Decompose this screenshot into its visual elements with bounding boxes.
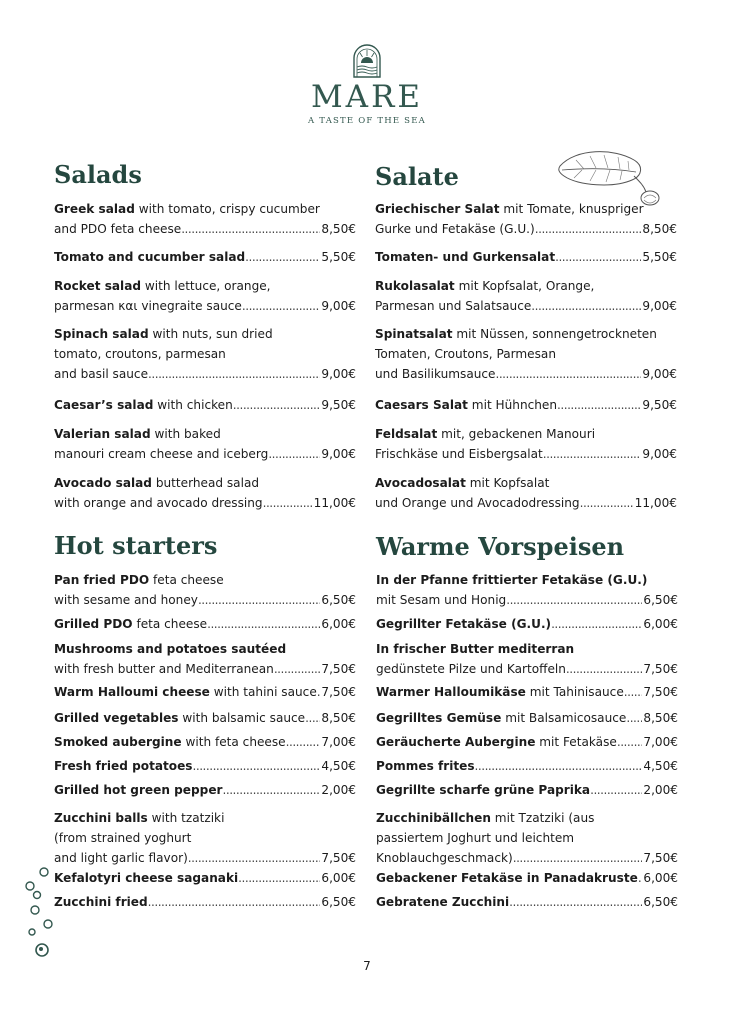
dot-leader xyxy=(506,590,642,610)
menu-item-description: feta cheese xyxy=(136,617,208,631)
menu-item-price: 7,50€ xyxy=(643,662,678,676)
menu-item-price: 6,00€ xyxy=(643,617,678,631)
menu-item-name: Gegrillte scharfe grüne Paprika xyxy=(376,783,591,797)
dot-leader xyxy=(233,395,321,415)
menu-item-title xyxy=(54,708,305,728)
menu-item-title xyxy=(375,476,549,490)
dot-leader xyxy=(181,219,320,239)
menu-item-name: Zucchinibällchen xyxy=(376,811,491,825)
menu-item-price: 9,00€ xyxy=(321,447,356,461)
menu-item-description-line: Parmesan und Salatsauce xyxy=(375,299,532,313)
section-title-warme-vorspeisen: Warme Vorspeisen xyxy=(376,532,625,561)
menu-item-title xyxy=(376,756,475,776)
menu-item-price: 9,00€ xyxy=(321,299,356,313)
menu-item-first-line xyxy=(376,570,678,590)
dot-leader xyxy=(188,848,321,868)
menu-item-description-line: and light garlic flavor) xyxy=(54,851,188,865)
menu-item-price: 6,00€ xyxy=(321,617,356,631)
menu-item-first-line xyxy=(375,276,677,296)
menu-item-name: Griechischer Salat xyxy=(375,202,500,216)
menu-item xyxy=(54,395,356,415)
dot-leader xyxy=(590,780,642,800)
menu-item-description: with tahini sauce xyxy=(213,685,317,699)
menu-item-last-line xyxy=(375,364,677,384)
menu-item-first-line xyxy=(54,892,356,912)
dot-leader xyxy=(509,892,642,912)
menu-item xyxy=(375,395,677,415)
menu-item-name: In frischer Butter mediterran xyxy=(376,642,575,656)
menu-item-title xyxy=(54,573,224,587)
menu-item-title xyxy=(375,279,594,293)
menu-item-price: 9,00€ xyxy=(642,447,677,461)
menu-item-first-line xyxy=(54,395,356,415)
menu-item-description: with tzatziki xyxy=(151,811,225,825)
menu-item-description: mit Balsamicosauce xyxy=(505,711,627,725)
menu-item xyxy=(54,276,356,316)
menu-item-description: mit Tzatziki (aus xyxy=(494,811,595,825)
dot-leader xyxy=(263,493,313,513)
logo xyxy=(0,44,734,126)
menu-item-price: 11,00€ xyxy=(634,496,677,510)
menu-item-description-line: manouri cream cheese and iceberg xyxy=(54,447,269,461)
dot-leader xyxy=(223,780,321,800)
menu-item-description-line: parmesan και vinegraite sauce xyxy=(54,299,242,313)
menu-item-name: Zucchini balls xyxy=(54,811,148,825)
menu-item-last-line xyxy=(376,848,678,868)
menu-item-title xyxy=(54,614,207,634)
menu-item-first-line xyxy=(376,732,678,752)
dot-leader xyxy=(475,756,643,776)
menu-item-description: with nuts, sun dried xyxy=(152,327,273,341)
menu-item-last-line xyxy=(54,364,356,384)
menu-item-title xyxy=(376,892,509,912)
menu-item-name: Grilled PDO xyxy=(54,617,133,631)
menu-item-price: 7,00€ xyxy=(321,735,356,749)
menu-item-first-line xyxy=(376,614,678,634)
menu-item xyxy=(376,756,678,776)
menu-item-first-line xyxy=(375,324,677,344)
menu-item xyxy=(376,708,678,728)
menu-item-last-line xyxy=(54,659,356,679)
dot-leader xyxy=(242,296,321,316)
menu-item-description-line: with fresh butter and Mediterranean xyxy=(54,662,274,676)
menu-item-description: mit Nüssen, sonnengetrockneten xyxy=(456,327,657,341)
menu-item-title xyxy=(376,732,617,752)
menu-item-first-line xyxy=(376,868,678,888)
menu-item-name: In der Pfanne frittierter Fetakäse (G.U.) xyxy=(376,573,648,587)
menu-item-first-line xyxy=(54,732,356,752)
menu-item xyxy=(54,639,356,679)
dot-leader xyxy=(535,219,642,239)
menu-item-first-line xyxy=(376,756,678,776)
menu-item xyxy=(376,892,678,912)
menu-item-last-line xyxy=(375,493,677,513)
menu-item-name: Grilled vegetables xyxy=(54,711,179,725)
menu-item-description-line: (from strained yoghurt xyxy=(54,831,192,845)
menu-item xyxy=(376,639,678,679)
menu-item-description: mit Kopfsalat, Orange, xyxy=(458,279,595,293)
menu-item-title xyxy=(54,868,238,888)
section-title-hot-starters: Hot starters xyxy=(54,531,218,560)
menu-item-last-line xyxy=(54,493,356,513)
menu-item-first-line xyxy=(54,639,356,659)
menu-item-title xyxy=(54,247,245,267)
menu-item-name: Rukolasalat xyxy=(375,279,455,293)
menu-item-first-line xyxy=(54,756,356,776)
menu-item-name: Kefalotyri cheese saganaki xyxy=(54,871,239,885)
menu-item-price: 11,00€ xyxy=(313,496,356,510)
menu-item-name: Spinach salad xyxy=(54,327,149,341)
menu-item-title xyxy=(54,476,259,490)
menu-item xyxy=(54,756,356,776)
menu-item-title xyxy=(54,395,233,415)
menu-item xyxy=(376,570,678,610)
menu-item-first-line xyxy=(54,247,356,267)
menu-item xyxy=(54,708,356,728)
menu-item-price: 9,50€ xyxy=(321,398,356,412)
menu-item xyxy=(376,780,678,800)
menu-item-first-line xyxy=(54,199,356,219)
menu-item-first-line xyxy=(376,780,678,800)
menu-item-title xyxy=(54,780,223,800)
menu-item-price: 5,50€ xyxy=(642,250,677,264)
menu-item-description-line: Frischkäse und Eisbergsalat xyxy=(375,447,543,461)
menu-item-title xyxy=(375,327,657,341)
menu-item-description-line: und Basilikumsauce xyxy=(375,367,496,381)
dot-leader xyxy=(198,590,320,610)
menu-item-first-line xyxy=(54,614,356,634)
menu-item-description: mit Hühnchen xyxy=(471,398,558,412)
menu-item-first-line xyxy=(54,868,356,888)
menu-item xyxy=(54,424,356,464)
dot-leader xyxy=(557,395,641,415)
menu-item xyxy=(54,868,356,888)
menu-item-name: Avocadosalat xyxy=(375,476,466,490)
menu-item-price: 9,00€ xyxy=(642,367,677,381)
menu-item xyxy=(375,473,677,513)
menu-item-description: with tomato, crispy cucumber xyxy=(138,202,320,216)
menu-item-last-line xyxy=(54,848,356,868)
menu-item-first-line xyxy=(375,247,677,267)
menu-item-price: 6,00€ xyxy=(643,871,678,885)
menu-item-price: 4,50€ xyxy=(321,759,356,773)
menu-item-title xyxy=(376,811,594,825)
menu-item-first-line xyxy=(54,682,356,702)
menu-item xyxy=(376,614,678,634)
brand-name: MARE xyxy=(310,79,424,115)
dot-leader xyxy=(566,659,642,679)
menu-item xyxy=(376,868,678,888)
dot-leader xyxy=(617,732,643,752)
menu-item-title xyxy=(376,780,590,800)
menu-item-description-line: gedünstete Pilze und Kartoffeln xyxy=(376,662,566,676)
menu-item-description: with lettuce, orange, xyxy=(144,279,271,293)
menu-item-price: 9,00€ xyxy=(642,299,677,313)
menu-item-title xyxy=(54,202,320,216)
menu-item-title xyxy=(375,395,557,415)
menu-item-first-line xyxy=(54,324,356,344)
menu-item-description-line: Gurke und Fetakäse (G.U.) xyxy=(375,222,535,236)
menu-item-title xyxy=(54,892,148,912)
menu-item-title xyxy=(54,327,273,341)
section-title-salads: Salads xyxy=(54,160,142,189)
menu-item-price: 2,00€ xyxy=(643,783,678,797)
menu-item-title xyxy=(375,427,595,441)
menu-item-first-line xyxy=(376,639,678,659)
menu-item-price: 8,50€ xyxy=(643,711,678,725)
menu-item xyxy=(54,682,356,702)
menu-item-description-line: Tomaten, Croutons, Parmesan xyxy=(375,347,556,361)
menu-item-title xyxy=(54,756,193,776)
dot-leader xyxy=(624,682,643,702)
menu-item-price: 4,50€ xyxy=(643,759,678,773)
menu-item-description: with chicken xyxy=(157,398,233,412)
menu-item-description: butterhead salad xyxy=(155,476,260,490)
menu-item-name: Valerian salad xyxy=(54,427,151,441)
menu-item-name: Caesar’s salad xyxy=(54,398,154,412)
menu-item-title xyxy=(54,811,224,825)
menu-item-name: Avocado salad xyxy=(54,476,152,490)
menu-item xyxy=(54,892,356,912)
menu-item xyxy=(54,247,356,267)
menu-item-title xyxy=(54,427,221,441)
dot-leader xyxy=(238,868,320,888)
menu-item-first-line xyxy=(54,473,356,493)
menu-item-last-line xyxy=(376,590,678,610)
menu-item xyxy=(375,276,677,316)
menu-item xyxy=(376,808,678,868)
menu-item-name: Warmer Halloumikäse xyxy=(376,685,526,699)
menu-item xyxy=(375,247,677,267)
menu-item-first-line xyxy=(54,780,356,800)
page-number: 7 xyxy=(363,959,371,973)
dot-leader xyxy=(148,364,320,384)
menu-item-description-line: und Orange und Avocadodressing xyxy=(375,496,580,510)
brand-tagline: A TASTE OF THE SEA xyxy=(308,116,426,126)
menu-item-name: Feldsalat xyxy=(375,427,438,441)
menu-item-first-line xyxy=(54,570,356,590)
menu-item-price: 8,50€ xyxy=(642,222,677,236)
menu-item-price: 8,50€ xyxy=(321,222,356,236)
dot-leader xyxy=(286,732,321,752)
menu-item-name: Gebackener Fetakäse in Panadakruste xyxy=(376,871,638,885)
menu-item-last-line xyxy=(54,219,356,239)
menu-item-name: Caesars Salat xyxy=(375,398,468,412)
menu-item-price: 6,50€ xyxy=(321,593,356,607)
menu-item-name: Tomaten- und Gurkensalat xyxy=(375,250,556,264)
menu-item-price: 7,50€ xyxy=(643,685,678,699)
menu-item-first-line xyxy=(375,473,677,493)
menu-item xyxy=(54,570,356,610)
menu-item-price: 8,50€ xyxy=(321,711,356,725)
menu-item-price: 7,00€ xyxy=(643,735,678,749)
dot-leader xyxy=(555,247,641,267)
menu-item xyxy=(54,808,356,868)
menu-item-name: Gegrillter Fetakäse (G.U.) xyxy=(376,617,552,631)
menu-item-description: mit Tomate, knuspriger xyxy=(503,202,644,216)
menu-item xyxy=(54,199,356,239)
menu-item-description: mit, gebackenen Manouri xyxy=(441,427,596,441)
menu-item-first-line xyxy=(54,808,356,828)
menu-item-description-line: mit Sesam und Honig xyxy=(376,593,507,607)
menu-item-description: with balsamic sauce xyxy=(182,711,306,725)
menu-item-name: Rocket salad xyxy=(54,279,142,293)
menu-item-title xyxy=(375,202,644,216)
sunrise-arch-icon xyxy=(352,44,382,78)
menu-item-description-line: and basil sauce xyxy=(54,367,149,381)
menu-item-first-line xyxy=(375,395,677,415)
menu-item-title xyxy=(54,642,286,656)
menu-item-title xyxy=(376,708,626,728)
menu-item-last-line xyxy=(54,296,356,316)
menu-item-name: Mushrooms and potatoes sautéed xyxy=(54,642,287,656)
menu-item-description-line: and PDO feta cheese xyxy=(54,222,182,236)
section-title-salate: Salate xyxy=(375,162,459,191)
menu-item-first-line xyxy=(376,682,678,702)
menu-item-name: Gebratene Zucchini xyxy=(376,895,510,909)
menu-item-name: Zucchini fried xyxy=(54,895,148,909)
menu-item-name: Grilled hot green pepper xyxy=(54,783,223,797)
menu-item-last-line xyxy=(375,296,677,316)
dot-leader xyxy=(531,296,641,316)
menu-item-last-line xyxy=(376,659,678,679)
menu-item xyxy=(54,780,356,800)
menu-item-price: 6,00€ xyxy=(321,871,356,885)
menu-item-title xyxy=(376,682,624,702)
menu-item-last-line xyxy=(54,590,356,610)
menu-item-description-line: Knoblauchgeschmack) xyxy=(376,851,513,865)
menu-item-name: Gegrilltes Gemüse xyxy=(376,711,502,725)
menu-item-description: with feta cheese xyxy=(185,735,286,749)
menu-item-description: mit Kopfsalat xyxy=(469,476,550,490)
menu-item-price: 7,50€ xyxy=(643,851,678,865)
menu-item-price: 5,50€ xyxy=(321,250,356,264)
dot-leader xyxy=(580,493,634,513)
menu-item-first-line xyxy=(54,424,356,444)
dot-leader xyxy=(305,708,320,728)
menu-item-title xyxy=(375,247,555,267)
menu-item-description-line: with sesame and honey xyxy=(54,593,198,607)
menu-item-name: Warm Halloumi cheese xyxy=(54,685,210,699)
menu-item-price: 6,50€ xyxy=(321,895,356,909)
menu-item-last-line xyxy=(54,444,356,464)
menu-item-last-line xyxy=(375,444,677,464)
menu-item-first-line xyxy=(375,424,677,444)
dot-leader xyxy=(245,247,320,267)
menu-item xyxy=(375,324,677,384)
dot-leader xyxy=(513,848,643,868)
menu-item-price: 7,50€ xyxy=(321,685,356,699)
menu-item xyxy=(54,614,356,634)
menu-item-title xyxy=(376,573,647,587)
dot-leader xyxy=(551,614,642,634)
menu-item-title xyxy=(376,868,638,888)
menu-item-name: Spinatsalat xyxy=(375,327,453,341)
menu-item-name: Tomato and cucumber salad xyxy=(54,250,246,264)
dot-leader xyxy=(207,614,320,634)
menu-item-first-line xyxy=(376,808,678,828)
dot-leader xyxy=(543,444,642,464)
menu-item-name: Smoked aubergine xyxy=(54,735,182,749)
dot-leader xyxy=(626,708,642,728)
menu-item xyxy=(376,682,678,702)
menu-item-title xyxy=(54,279,271,293)
menu-item-description: feta cheese xyxy=(153,573,224,587)
menu-item-first-line xyxy=(376,708,678,728)
menu-item-price: 2,00€ xyxy=(321,783,356,797)
menu-item-price: 6,50€ xyxy=(643,593,678,607)
menu-item xyxy=(54,732,356,752)
menu-item xyxy=(375,424,677,464)
menu-item-first-line xyxy=(54,708,356,728)
menu-item-title xyxy=(54,732,286,752)
menu-item-first-line xyxy=(54,276,356,296)
menu-item-name: Fresh fried potatoes xyxy=(54,759,193,773)
menu-item-price: 7,50€ xyxy=(321,851,356,865)
menu-item xyxy=(376,732,678,752)
dot-leader xyxy=(148,892,321,912)
menu-item-first-line xyxy=(376,892,678,912)
menu-item-price: 6,50€ xyxy=(643,895,678,909)
menu-item-title xyxy=(54,682,317,702)
dot-leader xyxy=(274,659,321,679)
menu-item-price: 9,50€ xyxy=(642,398,677,412)
menu-item-name: Pommes frites xyxy=(376,759,475,773)
dot-leader xyxy=(193,756,321,776)
menu-item-last-line xyxy=(375,219,677,239)
menu-item-name: Geräucherte Aubergine xyxy=(376,735,536,749)
dot-leader xyxy=(268,444,320,464)
menu-item-description-line: tomato, croutons, parmesan xyxy=(54,347,226,361)
menu-item-description-line: with orange and avocado dressing xyxy=(54,496,263,510)
menu-item xyxy=(54,473,356,513)
menu-item-price: 9,00€ xyxy=(321,367,356,381)
dot-leader xyxy=(495,364,641,384)
menu-item-title xyxy=(376,614,551,634)
menu-item xyxy=(375,199,677,239)
menu-item xyxy=(54,324,356,384)
menu-item-title xyxy=(376,642,574,656)
menu-item-price: 7,50€ xyxy=(321,662,356,676)
menu-item-description-line: passiertem Joghurt und leichtem xyxy=(376,831,575,845)
menu-item-description: mit Tahinisauce xyxy=(529,685,624,699)
menu-item-first-line xyxy=(375,199,677,219)
menu-item-name: Pan fried PDO xyxy=(54,573,150,587)
menu-item-name: Greek salad xyxy=(54,202,135,216)
menu-item-description: mit Fetakäse xyxy=(539,735,617,749)
menu-item-description: with baked xyxy=(154,427,221,441)
